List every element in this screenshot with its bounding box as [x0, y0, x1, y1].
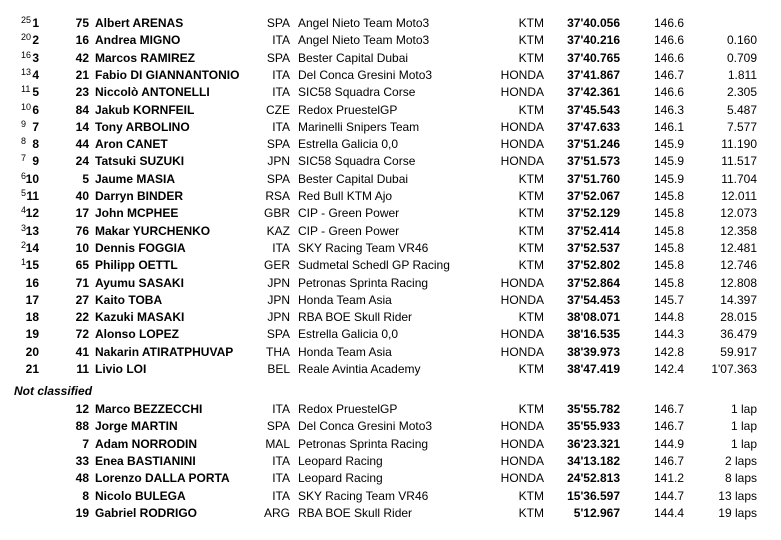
grid-position-cell: 10: [21, 101, 32, 112]
average-speed-cell: 146.6: [653, 50, 684, 65]
rider-number-cell: 22: [75, 310, 89, 325]
race-time-cell: 38'08.071: [567, 310, 620, 325]
rider-number-cell: 27: [75, 292, 89, 307]
nationality-cell: SPA: [266, 50, 290, 65]
nationality-cell: ITA: [272, 402, 290, 416]
manufacturer-cell: KTM: [518, 223, 544, 238]
position-cell: 4: [32, 67, 39, 82]
result-row: [0, 309, 781, 326]
not-classified-heading: Not classified: [14, 384, 93, 398]
gap-cell: 14.397: [720, 292, 757, 307]
team-cell: RBA BOE Skull Rider: [298, 310, 413, 325]
rider-name-cell: Marco BEZZECCHI: [95, 402, 203, 416]
team-cell: SKY Racing Team VR46: [298, 488, 429, 503]
not-classified-row: [0, 505, 781, 522]
result-row: [0, 84, 781, 101]
rider-name-cell: Albert ARENAS: [95, 16, 184, 30]
team-cell: Angel Nieto Team Moto3: [298, 33, 430, 48]
team-cell: Redox PruestelGP: [298, 402, 398, 416]
race-time-cell: 37'52.129: [567, 206, 620, 221]
result-row: [0, 136, 781, 153]
rider-number-cell: 19: [75, 505, 89, 520]
rider-name-cell: Marcos RAMIREZ: [95, 50, 196, 65]
nationality-cell: ITA: [272, 471, 290, 486]
nationality-cell: KAZ: [266, 223, 290, 238]
race-time-cell: 37'54.453: [567, 292, 620, 307]
rider-name-cell: Jaume MASIA: [95, 171, 176, 186]
result-row: [0, 240, 781, 257]
manufacturer-cell: KTM: [518, 171, 544, 186]
average-speed-cell: 145.7: [653, 292, 684, 307]
manufacturer-cell: HONDA: [500, 453, 544, 468]
manufacturer-cell: HONDA: [500, 344, 544, 359]
team-cell: Marinelli Snipers Team: [298, 119, 420, 134]
race-time-cell: 37'41.867: [567, 67, 620, 82]
race-time-cell: 37'52.537: [567, 240, 620, 255]
grid-position-cell: 25: [21, 15, 32, 25]
race-time-cell: 37'52.802: [567, 258, 620, 273]
nationality-cell: ITA: [272, 240, 290, 255]
team-cell: SIC58 Squadra Corse: [298, 154, 416, 169]
nationality-cell: ITA: [272, 33, 290, 48]
team-cell: Estrella Galicia 0,0: [298, 327, 399, 342]
grid-position-cell: 7: [21, 153, 27, 164]
average-speed-cell: 144.4: [653, 505, 684, 520]
gap-cell: 12.481: [720, 240, 757, 255]
manufacturer-cell: KTM: [518, 362, 544, 376]
manufacturer-cell: KTM: [518, 189, 544, 203]
average-speed-cell: 146.6: [653, 85, 684, 100]
result-row: [0, 32, 781, 49]
rider-name-cell: Niccolò ANTONELLI: [95, 85, 210, 100]
race-time-cell: 37'51.246: [567, 137, 620, 152]
nationality-cell: ITA: [272, 453, 290, 468]
race-time-cell: 37'52.864: [567, 275, 620, 290]
nationality-cell: ARG: [263, 505, 290, 520]
race-time-cell: 37'52.067: [567, 189, 620, 203]
manufacturer-cell: KTM: [518, 402, 544, 416]
rider-number-cell: 41: [75, 344, 89, 359]
rider-name-cell: Philipp OETTL: [95, 258, 178, 273]
result-row: [0, 223, 781, 240]
team-cell: SKY Racing Team VR46: [298, 240, 429, 255]
rider-name-cell: Adam NORRODIN: [95, 436, 198, 451]
gap-cell: 12.358: [720, 223, 757, 238]
position-cell: 5: [32, 85, 39, 100]
race-time-cell: 5'12.967: [573, 505, 620, 520]
gap-cell: 12.073: [720, 206, 757, 221]
rider-name-cell: Jorge MARTIN: [95, 419, 178, 434]
rider-number-cell: 42: [75, 50, 89, 65]
gap-cell: 1 lap: [730, 419, 757, 434]
position-cell: 2: [32, 33, 39, 48]
nationality-cell: SPA: [266, 16, 290, 30]
average-speed-cell: 141.2: [653, 471, 684, 486]
team-cell: Petronas Sprinta Racing: [298, 436, 429, 451]
position-cell: 16: [25, 275, 39, 290]
team-cell: Reale Avintia Academy: [298, 362, 421, 376]
nationality-cell: THA: [266, 344, 290, 359]
nationality-cell: CZE: [266, 102, 290, 117]
average-speed-cell: 145.8: [653, 275, 684, 290]
result-row: [0, 102, 781, 119]
team-cell: Honda Team Asia: [298, 292, 392, 307]
grid-position-cell: 4: [21, 205, 27, 216]
gap-cell: 1.811: [727, 67, 757, 82]
average-speed-cell: 145.8: [653, 258, 684, 273]
gap-cell: 11.190: [721, 137, 757, 152]
rider-number-cell: 24: [75, 154, 89, 169]
rider-name-cell: Nicolo BULEGA: [95, 488, 186, 503]
nationality-cell: ITA: [272, 85, 290, 100]
rider-number-cell: 88: [75, 419, 89, 434]
team-cell: Redox PruestelGP: [298, 102, 398, 117]
position-cell: 21: [25, 362, 39, 376]
result-row: [0, 153, 781, 170]
race-time-cell: 35'55.782: [567, 402, 620, 416]
rider-name-cell: Aron CANET: [95, 137, 168, 152]
manufacturer-cell: HONDA: [500, 119, 544, 134]
rider-number-cell: 8: [82, 488, 89, 503]
gap-cell: 59.917: [720, 344, 757, 359]
rider-number-cell: 21: [75, 67, 89, 82]
rider-number-cell: 23: [75, 85, 89, 100]
average-speed-cell: 142.8: [653, 344, 684, 359]
not-classified-row: [0, 418, 781, 435]
nationality-cell: SPA: [266, 171, 290, 186]
manufacturer-cell: HONDA: [500, 154, 544, 169]
position-cell: 3: [32, 50, 39, 65]
position-cell: 1: [32, 16, 39, 30]
average-speed-cell: 144.9: [653, 436, 684, 451]
team-cell: Sudmetal Schedl GP Racing: [298, 258, 450, 273]
rider-name-cell: Lorenzo DALLA PORTA: [95, 471, 230, 486]
race-time-cell: 38'16.535: [567, 327, 620, 342]
gap-cell: 5.487: [726, 102, 757, 117]
race-time-cell: 38'39.973: [567, 344, 620, 359]
average-speed-cell: 144.3: [653, 327, 684, 342]
team-cell: RBA BOE Skull Rider: [298, 505, 413, 520]
gap-cell: 12.746: [720, 258, 757, 273]
gap-cell: 11.517: [721, 154, 757, 169]
gap-cell: 28.015: [720, 310, 757, 325]
rider-name-cell: John MCPHEE: [95, 206, 179, 221]
result-row: [0, 15, 781, 32]
nationality-cell: RSA: [265, 189, 290, 203]
position-cell: 12: [25, 206, 39, 221]
manufacturer-cell: HONDA: [500, 436, 544, 451]
average-speed-cell: 146.7: [653, 419, 684, 434]
race-time-cell: 37'45.543: [567, 102, 620, 117]
position-cell: 10: [25, 171, 39, 186]
result-row: [0, 171, 781, 188]
average-speed-cell: 146.6: [653, 33, 684, 48]
result-row: [0, 205, 781, 222]
rider-number-cell: 84: [75, 102, 89, 117]
team-cell: Angel Nieto Team Moto3: [298, 16, 430, 30]
nationality-cell: ITA: [272, 119, 290, 134]
result-row: [0, 344, 781, 361]
nationality-cell: GER: [263, 258, 290, 273]
position-cell: 11: [26, 189, 39, 203]
result-row: [0, 67, 781, 84]
race-time-cell: 37'51.760: [567, 171, 620, 186]
average-speed-cell: 142.4: [653, 362, 684, 376]
grid-position-cell: 6: [21, 170, 27, 181]
team-cell: Leopard Racing: [298, 471, 383, 486]
team-cell: Leopard Racing: [298, 453, 383, 468]
not-classified-row: [0, 436, 781, 453]
position-cell: 7: [32, 119, 39, 134]
race-time-cell: 37'40.216: [567, 33, 620, 48]
rider-number-cell: 10: [75, 240, 89, 255]
average-speed-cell: 145.9: [653, 154, 684, 169]
team-cell: Bester Capital Dubai: [298, 50, 409, 65]
race-time-cell: 35'55.933: [567, 419, 620, 434]
average-speed-cell: 146.3: [653, 102, 684, 117]
race-time-cell: 38'47.419: [567, 362, 620, 376]
rider-number-cell: 12: [75, 402, 89, 416]
not-classified-row: [0, 453, 781, 470]
race-time-cell: 37'47.633: [567, 119, 620, 134]
gap-cell: 1 lap: [730, 436, 757, 451]
rider-number-cell: 7: [82, 436, 89, 451]
gap-cell: 2.305: [726, 85, 757, 100]
position-cell: 19: [25, 327, 39, 342]
average-speed-cell: 146.6: [653, 16, 684, 30]
rider-name-cell: Kaito TOBA: [95, 292, 163, 307]
gap-cell: 2 laps: [724, 453, 757, 468]
average-speed-cell: 145.8: [653, 240, 684, 255]
grid-position-cell: 9: [21, 118, 27, 129]
result-row: [0, 119, 781, 136]
rider-name-cell: Livio LOI: [95, 362, 147, 376]
gap-cell: 1'07.363: [711, 362, 757, 376]
gap-cell: 13 laps: [718, 488, 757, 503]
rider-name-cell: Jakub KORNFEIL: [95, 102, 195, 117]
grid-position-cell: 11: [21, 84, 31, 95]
average-speed-cell: 145.8: [653, 206, 684, 221]
nationality-cell: ITA: [272, 488, 290, 503]
rider-name-cell: Nakarin ATIRATPHUVAP: [95, 344, 234, 359]
rider-name-cell: Ayumu SASAKI: [95, 275, 184, 290]
average-speed-cell: 146.7: [653, 453, 684, 468]
manufacturer-cell: HONDA: [500, 137, 544, 152]
average-speed-cell: 146.1: [653, 119, 684, 134]
grid-position-cell: 16: [21, 49, 32, 60]
position-cell: 9: [32, 154, 39, 169]
rider-number-cell: 5: [82, 171, 89, 186]
average-speed-cell: 145.9: [653, 171, 684, 186]
average-speed-cell: 144.8: [653, 310, 684, 325]
race-time-cell: 37'40.765: [567, 50, 620, 65]
team-cell: CIP - Green Power: [298, 223, 400, 238]
nationality-cell: SPA: [266, 137, 290, 152]
nationality-cell: SPA: [266, 419, 290, 434]
rider-number-cell: 17: [75, 206, 89, 221]
rider-name-cell: Kazuki MASAKI: [95, 310, 185, 325]
rider-number-cell: 75: [75, 16, 89, 30]
rider-number-cell: 71: [75, 275, 89, 290]
rider-name-cell: Alonso LOPEZ: [95, 327, 179, 342]
gap-cell: 7.577: [726, 119, 757, 134]
manufacturer-cell: HONDA: [500, 67, 544, 82]
team-cell: Honda Team Asia: [298, 344, 392, 359]
rider-number-cell: 40: [75, 189, 89, 203]
nationality-cell: JPN: [267, 292, 290, 307]
position-cell: 15: [25, 258, 39, 273]
manufacturer-cell: HONDA: [500, 471, 544, 486]
race-time-cell: 37'51.573: [567, 154, 620, 169]
position-cell: 6: [32, 102, 39, 117]
rider-number-cell: 14: [75, 119, 89, 134]
position-cell: 20: [25, 344, 39, 359]
team-cell: Petronas Sprinta Racing: [298, 275, 429, 290]
rider-name-cell: Fabio DI GIANNANTONIO: [95, 67, 240, 82]
rider-name-cell: Gabriel RODRIGO: [95, 505, 198, 520]
gap-cell: 11.704: [721, 171, 757, 186]
average-speed-cell: 146.7: [653, 67, 684, 82]
race-time-cell: 34'13.182: [567, 453, 620, 468]
result-row: [0, 326, 781, 343]
gap-cell: 12.011: [721, 189, 757, 203]
team-cell: Bester Capital Dubai: [298, 171, 409, 186]
race-time-cell: 24'52.813: [567, 471, 620, 486]
nationality-cell: BEL: [267, 362, 290, 376]
manufacturer-cell: HONDA: [500, 85, 544, 100]
result-row: [0, 292, 781, 309]
manufacturer-cell: KTM: [518, 102, 544, 117]
gap-cell: 1 lap: [730, 402, 757, 416]
position-cell: 17: [25, 292, 39, 307]
nationality-cell: JPN: [267, 154, 290, 169]
nationality-cell: JPN: [267, 275, 290, 290]
rider-number-cell: 16: [75, 33, 89, 48]
grid-position-cell: 5: [21, 188, 27, 198]
team-cell: SIC58 Squadra Corse: [298, 85, 416, 100]
rider-number-cell: 33: [75, 453, 89, 468]
not-classified-row: [0, 488, 781, 505]
manufacturer-cell: KTM: [518, 505, 544, 520]
manufacturer-cell: HONDA: [500, 275, 544, 290]
rider-number-cell: 44: [75, 137, 89, 152]
gap-cell: 12.808: [720, 275, 757, 290]
not-classified-row: [0, 470, 781, 487]
rider-name-cell: Darryn BINDER: [95, 189, 184, 203]
nationality-cell: MAL: [265, 436, 290, 451]
result-row: [0, 188, 781, 205]
manufacturer-cell: KTM: [518, 488, 544, 503]
race-time-cell: 37'40.056: [567, 16, 620, 30]
result-row: [0, 275, 781, 292]
grid-position-cell: 1: [21, 257, 27, 268]
nationality-cell: GBR: [263, 206, 290, 221]
race-time-cell: 37'42.361: [567, 85, 620, 100]
rider-number-cell: 76: [75, 223, 89, 238]
manufacturer-cell: KTM: [518, 258, 544, 273]
gap-cell: 0.160: [726, 33, 757, 48]
position-cell: 18: [25, 310, 39, 325]
team-cell: Del Conca Gresini Moto3: [298, 67, 433, 82]
race-time-cell: 36'23.321: [567, 436, 620, 451]
nationality-cell: JPN: [267, 310, 290, 325]
manufacturer-cell: KTM: [518, 16, 544, 30]
rider-number-cell: 11: [76, 362, 89, 376]
average-speed-cell: 144.7: [653, 488, 684, 503]
rider-name-cell: Makar YURCHENKO: [95, 223, 211, 238]
race-time-cell: 37'52.414: [567, 223, 620, 238]
grid-position-cell: 8: [21, 136, 27, 147]
position-cell: 8: [32, 137, 39, 152]
grid-position-cell: 2: [21, 239, 27, 250]
team-cell: Del Conca Gresini Moto3: [298, 419, 433, 434]
result-row: [0, 361, 781, 378]
grid-position-cell: 20: [21, 32, 32, 43]
nationality-cell: SPA: [266, 327, 290, 342]
manufacturer-cell: KTM: [518, 50, 544, 65]
rider-name-cell: Dennis FOGGIA: [95, 240, 186, 255]
grid-position-cell: 3: [21, 222, 27, 233]
average-speed-cell: 145.9: [653, 137, 684, 152]
rider-name-cell: Tatsuki SUZUKI: [95, 154, 185, 169]
position-cell: 14: [25, 240, 39, 255]
manufacturer-cell: KTM: [518, 240, 544, 255]
result-row: [0, 257, 781, 274]
manufacturer-cell: KTM: [518, 206, 544, 221]
rider-number-cell: 48: [75, 471, 89, 486]
gap-cell: 36.479: [720, 327, 757, 342]
manufacturer-cell: KTM: [518, 310, 544, 325]
average-speed-cell: 145.8: [653, 189, 684, 203]
gap-cell: 8 laps: [724, 471, 757, 486]
rider-name-cell: Enea BASTIANINI: [95, 453, 196, 468]
gap-cell: 19 laps: [718, 505, 757, 520]
grid-position-cell: 13: [21, 66, 32, 77]
nationality-cell: ITA: [272, 67, 290, 82]
team-cell: CIP - Green Power: [298, 206, 400, 221]
position-cell: 13: [25, 223, 39, 238]
rider-number-cell: 72: [75, 327, 89, 342]
average-speed-cell: 146.7: [653, 402, 684, 416]
gap-cell: 0.709: [726, 50, 757, 65]
average-speed-cell: 145.8: [653, 223, 684, 238]
not-classified-row: [0, 401, 781, 418]
manufacturer-cell: HONDA: [500, 327, 544, 342]
rider-number-cell: 65: [75, 258, 89, 273]
team-cell: Estrella Galicia 0,0: [298, 137, 399, 152]
race-time-cell: 15'36.597: [567, 488, 620, 503]
result-row: [0, 50, 781, 67]
manufacturer-cell: KTM: [518, 33, 544, 48]
rider-name-cell: Tony ARBOLINO: [95, 119, 190, 134]
manufacturer-cell: HONDA: [500, 292, 544, 307]
team-cell: Red Bull KTM Ajo: [298, 189, 393, 203]
manufacturer-cell: HONDA: [500, 419, 544, 434]
rider-name-cell: Andrea MIGNO: [95, 33, 181, 48]
